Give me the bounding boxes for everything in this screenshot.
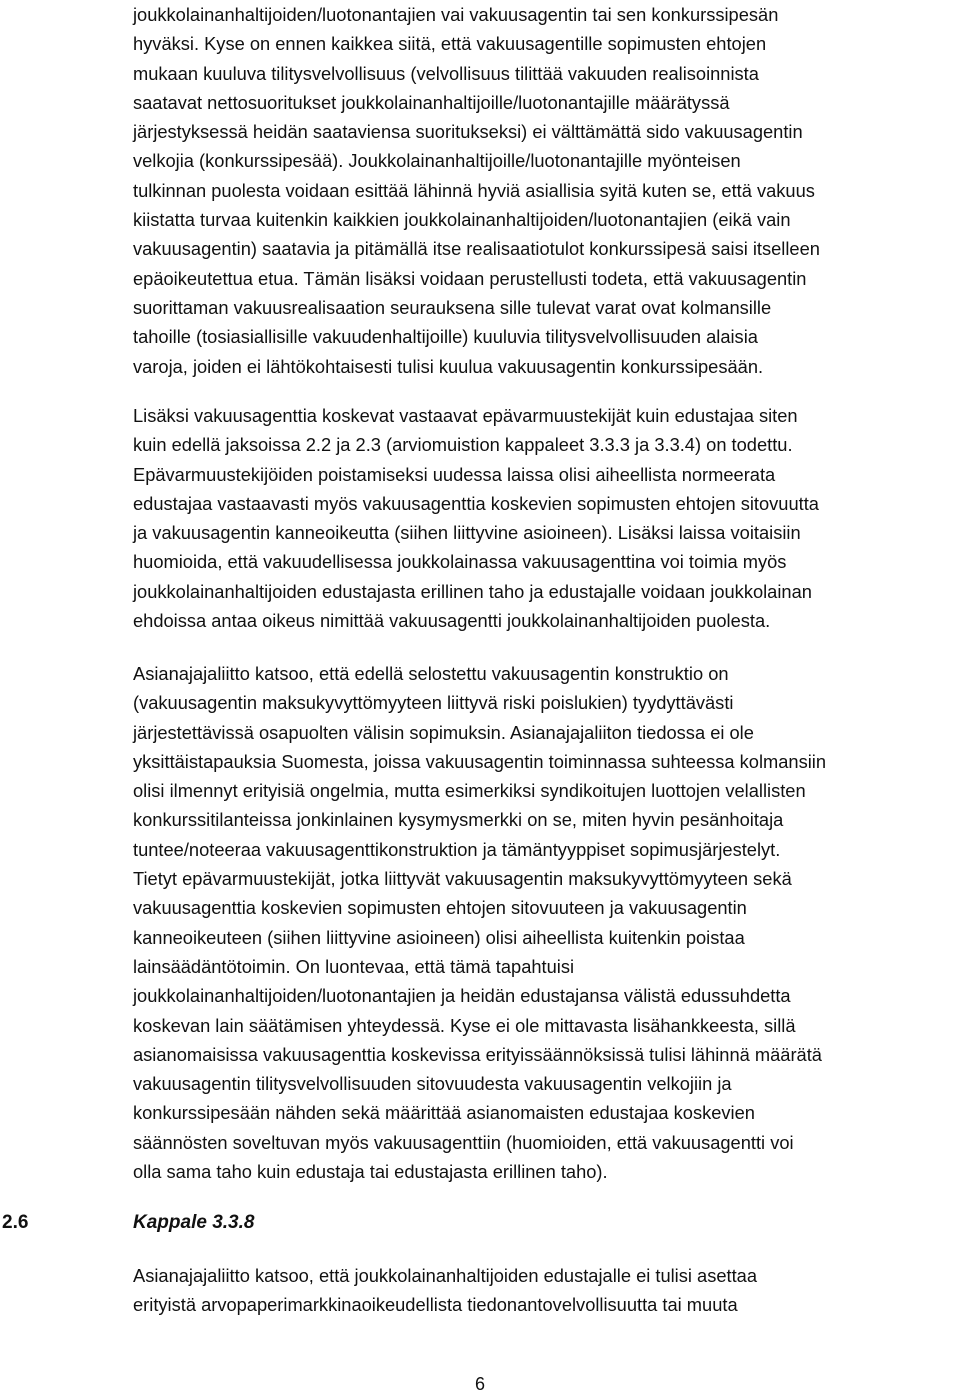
text-line: säännösten soveltuvan myös vakuusagenttiin (huomioiden, että vakuusagentti voi xyxy=(133,1131,794,1153)
text-line: ja vakuusagentin kanneoikeutta (siihen liittyvine asioineen). Lisäksi laissa voitaisiin xyxy=(133,522,801,544)
section-heading xyxy=(0,1208,400,1238)
text-line: Epävarmuustekijöiden poistamiseksi uudessa laissa olisi aiheellista normeerata xyxy=(133,463,776,485)
text-line: erityistä arvopaperimarkkinaoikeudellista tiedonantovelvollisuutta tai muuta xyxy=(133,1294,738,1316)
text-line: huomioida, että vakuudellisessa joukkolainassa vakuusagenttina voi toimia myös xyxy=(133,551,787,573)
text-line: edustajaa vastaavasti myös vakuusagenttia koskevien sopimusten ehtojen sitovuutta xyxy=(133,492,819,514)
text-line: kiistatta turvaa kuitenkin kaikkien joukkolainanhaltijoiden/luotonantajien (eikä vain xyxy=(133,209,791,231)
text-line: olisi ilmennyt erityisiä ongelmia, mutta esimerkiksi syndikoitujen luottojen velallisten xyxy=(133,780,806,802)
text-line: varoja, joiden ei lähtökohtaisesti tulisi kuulua vakuusagentin konkurssipesään. xyxy=(133,355,764,377)
text-line: mukaan kuuluva tilitysvelvollisuus (velvollisuus tilittää vakuuden realisoinnista xyxy=(133,62,759,84)
text-line: vakuusagentin tilitysvelvollisuuden sitovuudesta vakuusagentin velkojiin ja xyxy=(133,1073,732,1095)
text-line: hyväksi. Kyse on ennen kaikkea siitä, että vakuusagentille sopimusten ehtojen xyxy=(133,33,767,55)
text-line: lainsäädäntötoimin. On luontevaa, että tämä tapahtuisi xyxy=(133,955,575,977)
text-line: ehdoissa antaa oikeus nimittää vakuusagentti joukkolainanhaltijoiden puolesta. xyxy=(133,610,771,632)
text-line: vakuusagentin) saatavia ja pitämällä itse realisaatiotulot konkurssipesä saisi itselleen xyxy=(133,238,820,260)
text-line: asianomaisissa vakuusagenttia koskevissa erityissäännöksissä tulisi lähinnä määrätä xyxy=(133,1043,822,1065)
page-number: 6 xyxy=(474,1374,485,1394)
text-line: Lisäksi vakuusagenttia koskevat vastaavat epävarmuustekijät kuin edustajaa siten xyxy=(133,405,798,426)
text-line: tulkinnan puolesta voidaan esittää lähinnä hyviä asiallisia syitä kuten se, että vakuus xyxy=(133,179,815,201)
text-line: järjestyksessä heidän saataviensa suoritukseksi) ei välttämättä sido vakuusagentin xyxy=(133,121,803,143)
section-title: Kappale 3.3.8 xyxy=(133,1212,255,1233)
paragraph-3 xyxy=(133,659,955,1186)
text-line: olla sama taho kuin edustaja tai edustajasta erillinen taho). xyxy=(133,1161,608,1183)
text-line: yksittäistapauksia Suomesta, joissa vakuusagentin toiminnassa suhteessa kolmansiin xyxy=(133,750,827,772)
text-line: suorittaman vakuusrealisaation seurauksena sille tulevat varat ovat kolmansille xyxy=(133,296,772,318)
text-line: tahoille (tosiasiallisille vakuudenhaltijoille) kuuluvia tilitysvelvollisuuden alaisia xyxy=(133,326,758,348)
paragraph-2 xyxy=(133,401,955,635)
text-line: joukkolainanhaltijoiden edustajasta erillinen taho ja edustajalle voidaan joukkolainan xyxy=(133,580,812,602)
text-line: joukkolainanhaltijoiden/luotonantajien ja heidän edustajansa välistä edussuhdetta xyxy=(133,985,791,1007)
text-line: joukkolainanhaltijoiden/luotonantajien vai vakuusagentin tai sen konkurssipesän xyxy=(133,4,779,25)
text-line: konkurssitilanteissa jonkinlainen kysymysmerkki on se, miten hyvin pesänhoitaja xyxy=(133,809,784,831)
section-number: 2.6 xyxy=(2,1212,29,1233)
text-line: kanneoikeuteen (siihen liittyvine asioineen) olisi aiheellista kuitenkin poistaa xyxy=(133,926,745,948)
text-line: epäoikeutettua etua. Tämän lisäksi voidaan perustellusti todeta, että vakuusagentin xyxy=(133,267,807,289)
text-line: tuntee/noteeraa vakuusagenttikonstruktion ja tämäntyyppiset sopimusjärjestelyt. xyxy=(133,838,781,860)
text-line: Asianajajaliitto katsoo, että joukkolainanhaltijoiden edustajalle ei tulisi asettaa xyxy=(133,1265,757,1286)
paragraph-4 xyxy=(133,1261,955,1320)
text-line: järjestettävissä osapuolten välisin sopimuksin. Asianajajaliiton tiedossa ei ole xyxy=(133,721,754,743)
text-line: kuin edellä jaksoissa 2.2 ja 2.3 (arviomuistion kappaleet 3.3.3 ja 3.3.4) on todettu. xyxy=(133,434,793,456)
text-line: vakuusagenttia koskevien sopimusten ehtojen sitovuuteen ja vakuusagentin xyxy=(133,897,747,919)
text-line: koskevan lain säätämisen yhteydessä. Kyse ei ole mittavasta lisähankkeesta, sillä xyxy=(133,1014,796,1036)
text-line: (vakuusagentin maksukyvyttömyyteen liittyvä riski poislukien) tyydyttävästi xyxy=(133,692,734,714)
text-line: velkojia (konkurssipesää). Joukkolainanhaltijoille/luotonantajille myönteisen xyxy=(133,150,741,172)
text-line: saatavat nettosuoritukset joukkolainanhaltijoille/luotonantajille määrätyssä xyxy=(133,91,730,113)
text-line: Tietyt epävarmuustekijät, jotka liittyvät vakuusagentin maksukyvyttömyyteen sekä xyxy=(133,868,792,890)
text-line: Asianajajaliitto katsoo, että edellä selostettu vakuusagentin konstruktio on xyxy=(133,663,729,684)
text-line: konkurssipesään nähden sekä määrittää asianomaisten edustajaa koskevien xyxy=(133,1102,755,1124)
paragraph-1 xyxy=(133,0,955,381)
